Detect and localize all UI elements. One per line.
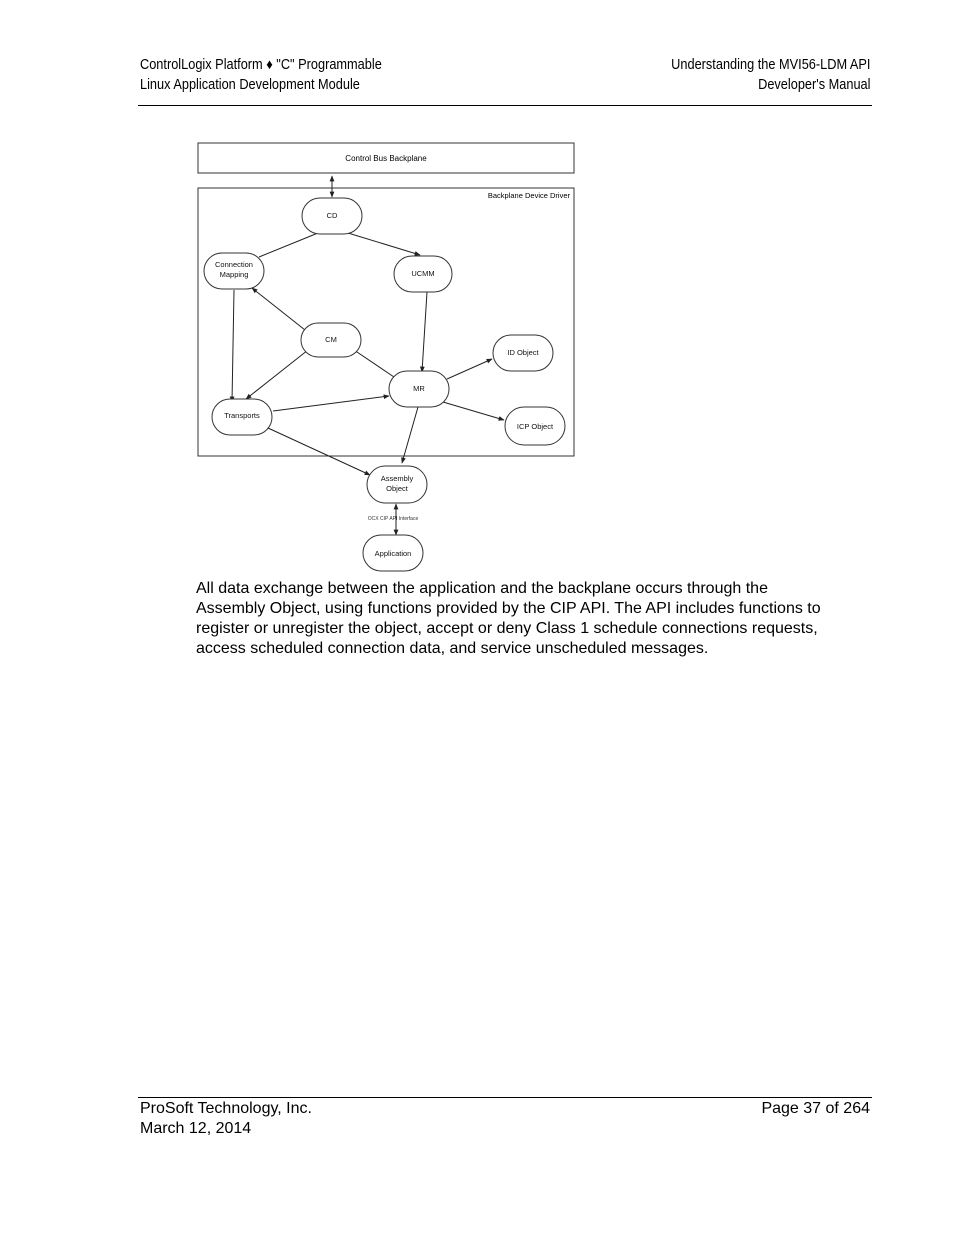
node-connection-mapping-label-2: Mapping xyxy=(219,270,249,279)
mr-id-object-arrow xyxy=(447,359,492,379)
backplane-label: Control Bus Backplane xyxy=(345,154,427,163)
header-divider xyxy=(138,105,872,106)
cm-mr-line xyxy=(354,350,394,377)
node-assembly-object-label-1: Assembly xyxy=(380,474,414,483)
device-driver-label: Backplane Device Driver xyxy=(487,191,570,200)
node-transports-label: Transports xyxy=(224,411,260,420)
cm-transports-arrow xyxy=(246,350,308,399)
architecture-diagram xyxy=(196,140,578,572)
node-connection-mapping-label-1: Connection xyxy=(215,260,253,269)
cd-connection-mapping-line xyxy=(259,233,318,257)
node-id-object-label: ID Object xyxy=(507,348,539,357)
header-right xyxy=(671,56,870,95)
footer-divider xyxy=(138,1097,872,1098)
node-cm-label: CM xyxy=(325,335,337,344)
header-product-title: ControlLogix Platform ♦ "C" Programmable xyxy=(140,57,382,73)
diagram-svg xyxy=(196,140,578,572)
node-mr-label: MR xyxy=(413,384,425,393)
footer-left xyxy=(140,1099,312,1139)
mr-assembly-arrow xyxy=(402,407,418,463)
footer-right xyxy=(761,1099,870,1119)
mr-icp-object-arrow xyxy=(443,402,504,420)
footer-date: March 12, 2014 xyxy=(140,1120,252,1137)
interface-label: OCX CIP API Interface xyxy=(367,516,419,522)
cm-connection-mapping-arrow xyxy=(252,288,305,330)
header-section-title: Understanding the MVI56-LDM API xyxy=(670,57,870,73)
cd-ucmm-arrow xyxy=(348,233,420,255)
connection-mapping-transports-arrow xyxy=(232,290,234,402)
node-application-label: Application xyxy=(374,549,412,558)
node-ucmm-label: UCMM xyxy=(411,269,435,278)
footer-page-number: Page 37 of 264 xyxy=(761,1100,870,1117)
body-paragraph: All data exchange between the application and the backplane occurs through the Assembly Object, using functions provided by the CIP API. The API includes functions to register or unregister the object, accept or deny Class 1 schedule connections requests, access scheduled connection data, and service unscheduled messages. xyxy=(196,580,821,657)
node-assembly-object-label-2: Object xyxy=(386,484,408,493)
node-cd-label: CD xyxy=(326,211,338,220)
ucmm-mr-arrow xyxy=(422,292,427,372)
footer-company: ProSoft Technology, Inc. xyxy=(140,1100,312,1117)
transports-assembly-arrow xyxy=(268,428,370,475)
transports-mr-arrow xyxy=(273,396,389,411)
node-icp-object-label: ICP Object xyxy=(516,422,554,431)
header-left xyxy=(140,56,382,95)
header-manual-title: Developer's Manual xyxy=(757,76,870,93)
header-module-title: Linux Application Development Module xyxy=(140,76,360,93)
